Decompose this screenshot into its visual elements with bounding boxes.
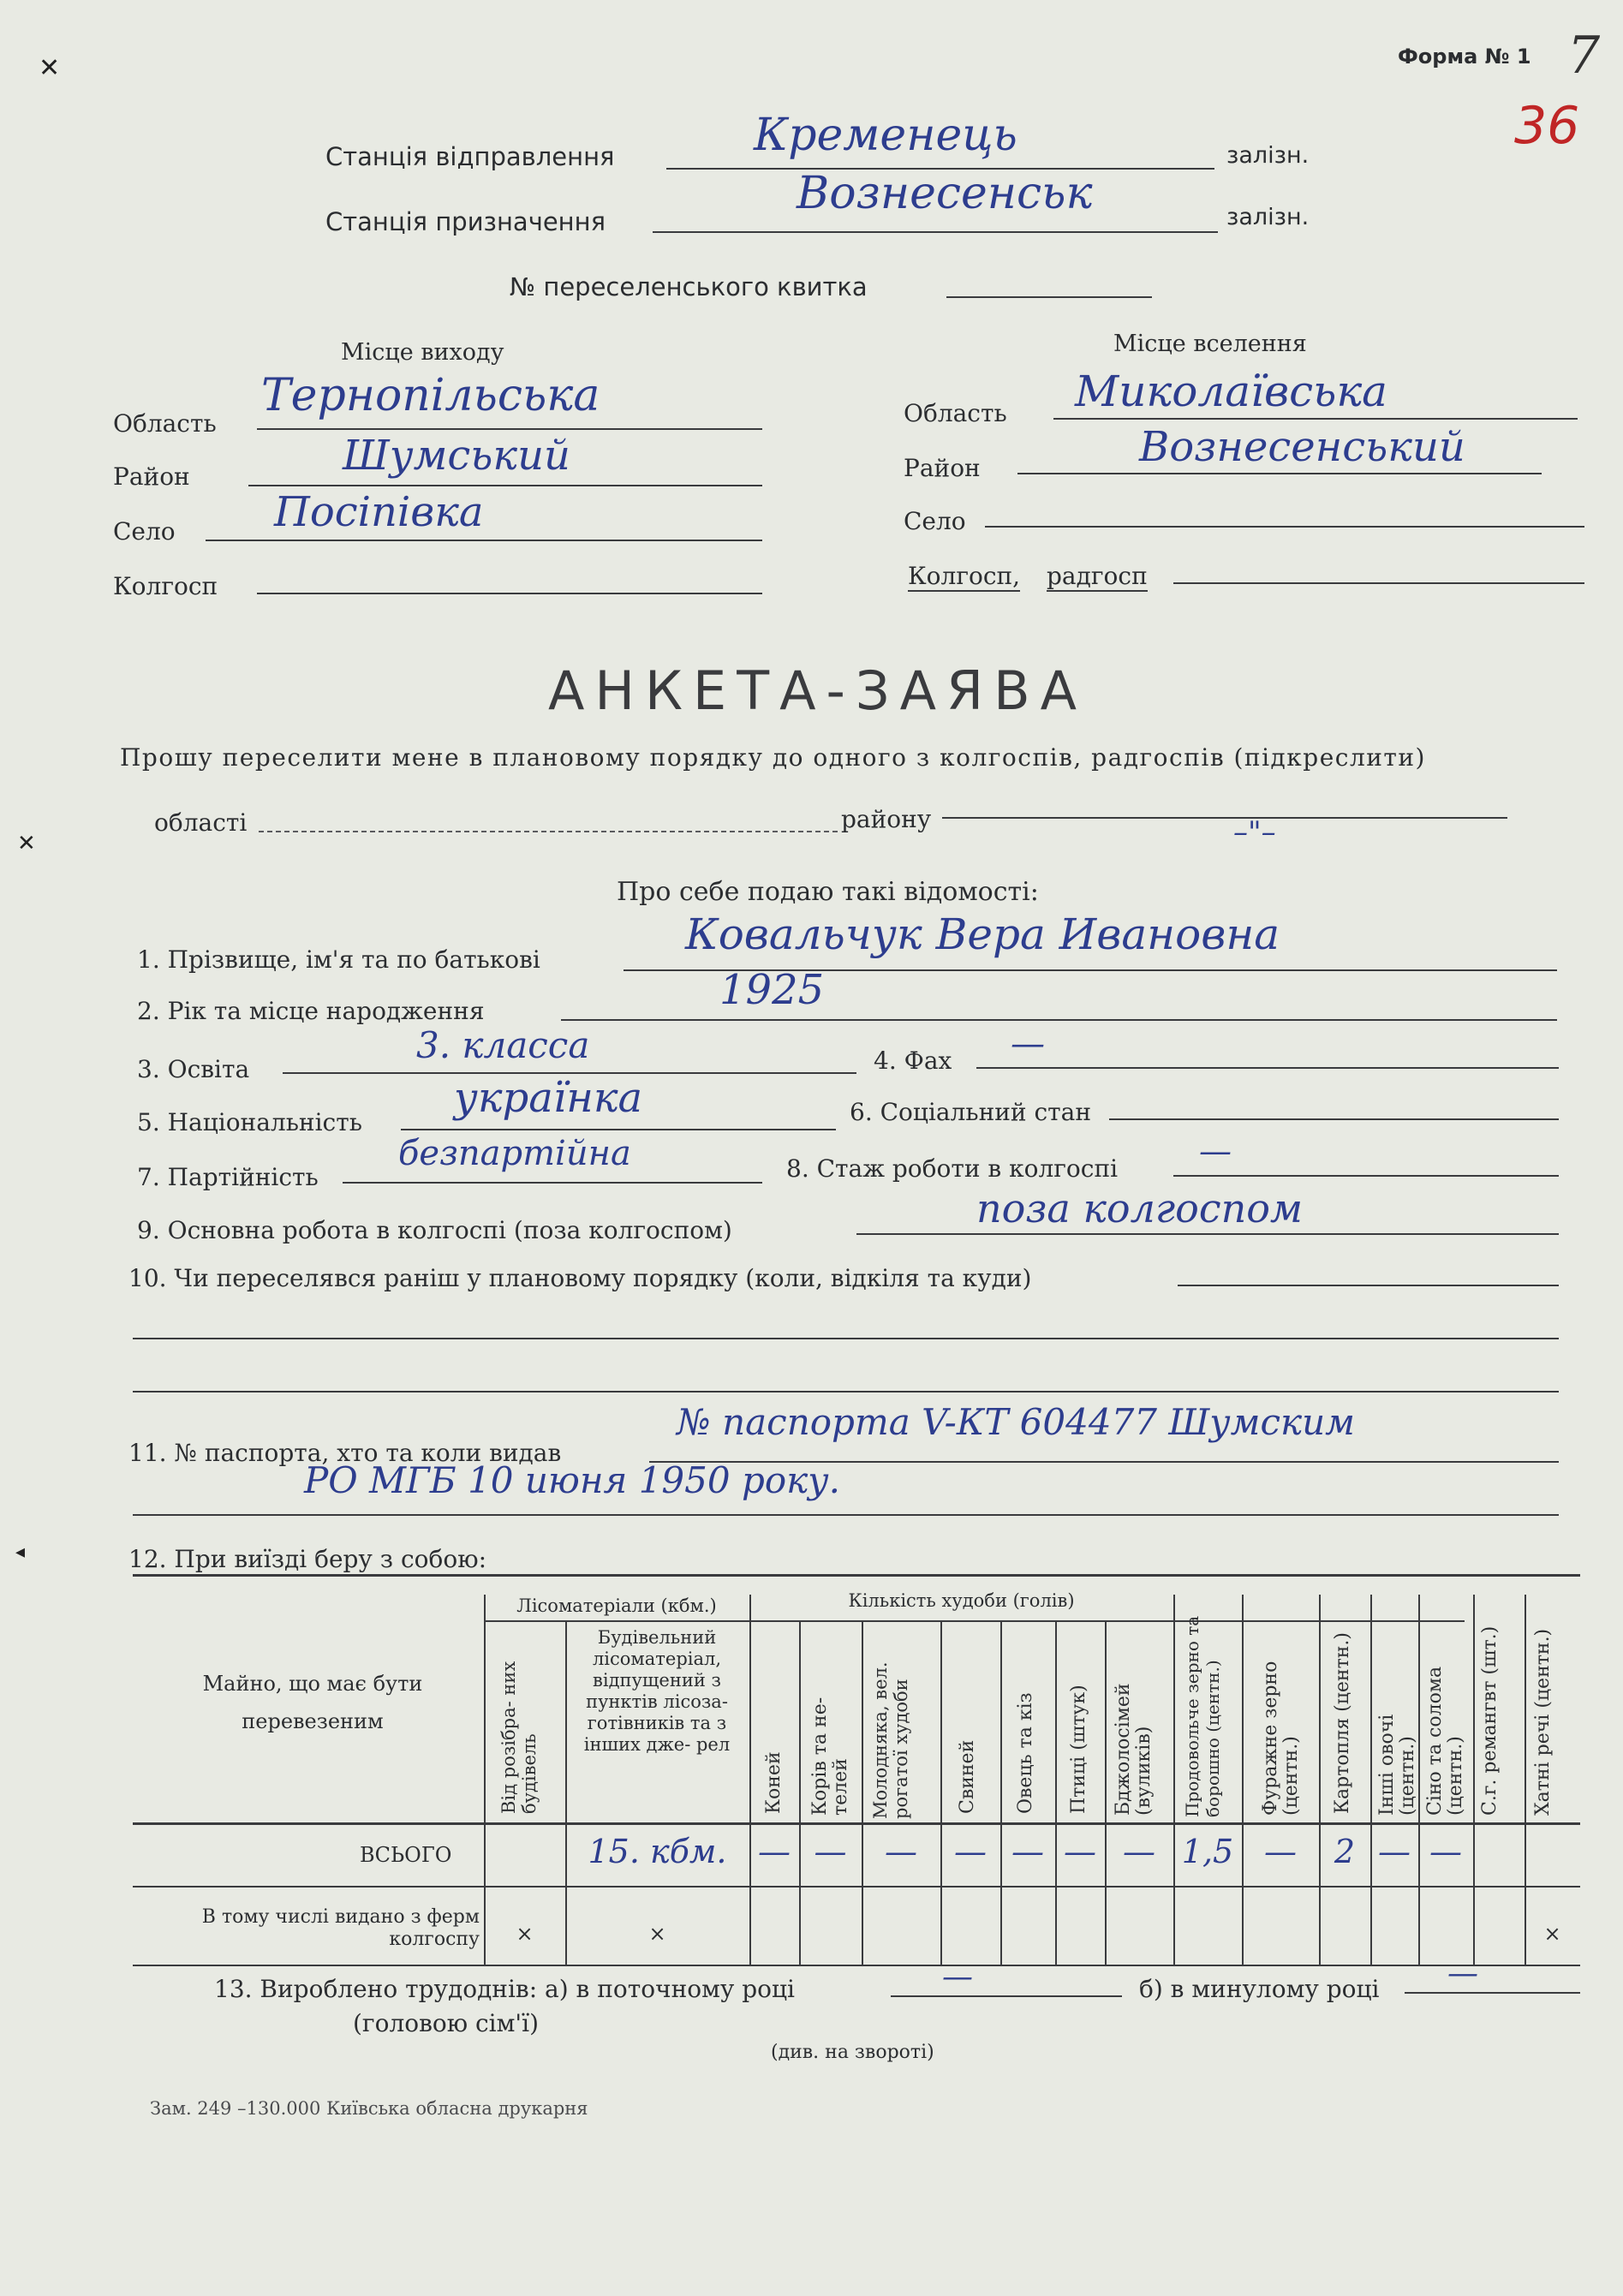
total-cell: — [885,1833,917,1870]
item-4-label: 4. Фах [874,1047,952,1075]
item-7-line [343,1182,762,1184]
destination-kolgosp-label: Колгосп, [908,562,1021,590]
workdays-prev-line [1405,1992,1580,1994]
form-number: Форма № 1 [1398,45,1531,69]
form-title: АНКЕТА-ЗАЯВА [548,659,1088,722]
ticket-label: № переселенського квитка [510,272,868,301]
origin-kolgosp-label: Колгосп [113,572,218,600]
table-col-rule [1242,1595,1244,1965]
destination-station-line [653,231,1218,233]
origin-selo-label: Село [113,517,176,546]
col-pigs-header: Свиней [957,1739,978,1814]
table-col-rule [1000,1620,1002,1965]
total-cell: — [954,1833,987,1870]
total-cell: — [1123,1833,1155,1870]
origin-oblast-value: Тернопільська [261,370,600,421]
binding-mark-icon: ✕ [17,831,36,856]
total-cell: — [814,1833,847,1870]
departure-station-value: Кременець [754,110,1017,161]
item-1-value: Ковальчук Вера Ивановна [685,909,1280,959]
total-cell: — [1011,1833,1044,1870]
destination-station-value: Вознесенськ [797,168,1093,219]
col-horses-header: Коней [763,1751,785,1814]
item-9-line [856,1233,1559,1235]
item-5-line [401,1129,836,1130]
workdays-current-line [891,1995,1122,1997]
oblasti-line [259,831,838,832]
origin-kolgosp-line [257,593,762,594]
table-col-rule [749,1595,751,1965]
origin-raion-line [248,485,762,486]
item-5-value: украïнка [454,1074,643,1122]
destination-oblast-label: Область [904,399,1007,427]
destination-kolgosp-line [1173,582,1584,584]
col-fodder-header: Фуражне зерно (центн.) [1260,1661,1302,1816]
item-10-line-3 [133,1391,1559,1393]
item-9-value: поза колгоспом [976,1185,1304,1231]
item-11-line-2 [133,1514,1559,1516]
binding-mark-icon: ◂ [15,1542,26,1563]
origin-heading: Місце виходу [341,339,504,366]
col-veg-header: Інші овочі (центн.) [1376,1714,1418,1816]
item-8-line [1173,1175,1559,1177]
item-2-line [561,1019,1557,1021]
table-group-rule [484,1620,1465,1622]
table-col-rule [1319,1595,1321,1965]
origin-selo-value: Посіпівка [274,488,484,536]
total-cell: 15. кбм. [588,1833,727,1870]
table-total-rule [133,1886,1580,1887]
total-cell: 2 [1334,1833,1356,1870]
item-11-label: 11. № паспорта, хто та коли видав [128,1439,562,1467]
binding-mark-icon: ✕ [39,53,61,83]
table-col-rule [799,1620,801,1965]
raionu-label: району [841,805,932,833]
destination-raion-line [1017,473,1542,474]
row-farm-label: В тому числі видано з ферм колгоспу [201,1906,480,1950]
origin-oblast-line [257,428,762,430]
farm-cell: × [1543,1922,1561,1946]
total-cell: — [1378,1833,1411,1870]
oblasti-label: області [154,808,248,837]
col-property-header: Майно, що має бути перевезеним [202,1672,423,1733]
item-8-label: 8. Стаж роботи в колгоспі [786,1154,1119,1183]
item-9-label: 9. Основна робота в колгоспі (поза колгоспом) [137,1216,732,1244]
item-7-value: безпартійна [398,1134,631,1173]
total-cell: — [758,1833,791,1870]
printer-imprint: Зам. 249 –130.000 Київська обласна друкарня [150,2098,588,2119]
item-3-value: 3. класса [416,1024,590,1066]
workdays-prev-label: б) в минулому році [1139,1975,1380,2003]
destination-oblast-value: Миколаївська [1075,367,1387,416]
workdays-sub-label: (головою сім'ї) [353,2009,539,2037]
table-col-rule [484,1595,486,1965]
item-6-label: 6. Соціальний стан [850,1098,1091,1126]
total-cell: — [1429,1833,1462,1870]
item-4-value: — [1011,1024,1045,1064]
raionu-line [942,817,1507,819]
col-young-cattle-header: Молодняка, вел. рогатої худоби [870,1661,911,1819]
destination-radgosp-label: радгосп [1047,562,1148,590]
total-cell: — [1264,1833,1297,1870]
table-col-rule [1370,1595,1372,1965]
table-col-rule [1473,1595,1475,1965]
table-top-rule [133,1574,1580,1577]
departure-station-label: Станція відправлення [325,142,615,171]
request-text: Прошу переселити мене в плановому порядку до одного з колгоспів, радгоспів (підкреслити) [120,743,1426,772]
item-10-label: 10. Чи переселявся раніш у плановому порядку (коли, відкіля та куди) [128,1264,1032,1292]
destination-raion-value: Вознесенський [1139,423,1465,471]
raionu-mark: –"– [1233,815,1276,850]
pencil-mark: 7 [1567,26,1601,86]
table-col-rule [1055,1620,1057,1965]
farm-cell: × [516,1922,534,1946]
red-folio-number: 36 [1514,96,1580,156]
origin-raion-value: Шумський [343,432,570,480]
total-cell: — [1064,1833,1096,1870]
item-2-label: 2. Рік та місце народження [137,997,485,1025]
destination-raion-label: Район [904,454,981,482]
item-3-label: 3. Освіта [137,1055,250,1083]
item-7-label: 7. Партійність [137,1163,319,1191]
item-2-value: 1925 [719,966,825,1014]
item-6-line [1109,1118,1559,1120]
col-poultry-header: Птиці (штук) [1068,1685,1089,1814]
table-col-rule [1105,1620,1107,1965]
workdays-prev-value: — [1447,1956,1478,1991]
destination-heading: Місце вселення [1113,331,1307,357]
item-8-value: — [1199,1132,1232,1170]
group-livestock-header: Кількість худоби (голів) [848,1590,1075,1611]
item-11-value-1: № паспорта V-КТ 604477 Шумским [677,1401,1355,1443]
item-10-line-2 [133,1338,1559,1339]
item-4-line [976,1067,1559,1069]
table-bottom-rule [133,1965,1580,1966]
workdays-current-value: — [942,1959,973,1995]
table-col-rule [940,1620,942,1965]
col-building-timber-header: Будівельний лісоматеріал, відпущений з пунктів лісоза- готівників та з інших дже- рел [583,1627,731,1755]
item-12-label: 12. При виїзді беру з собою: [128,1545,487,1573]
ticket-line [946,296,1152,298]
origin-raion-label: Район [113,462,190,491]
col-bees-header: Бджолосімей (вуликів) [1113,1683,1155,1816]
table-col-rule [1173,1595,1175,1965]
col-sheep-header: Овець та кіз [1015,1692,1036,1814]
see-back-note: (див. на звороті) [771,2042,934,2063]
destination-oblast-line [1053,418,1578,420]
table-col-rule [1418,1595,1420,1965]
col-disassembled-header: Від розібра- них будівель [498,1661,540,1814]
table-col-rule [862,1620,863,1965]
col-grain-header: Продовольче зерно та борошно (центн.) [1182,1615,1223,1817]
destination-rail-suffix: залізн. [1226,204,1310,230]
destination-selo-line [985,526,1584,528]
col-cows-header: Корів та не- телей [809,1697,851,1816]
table-header-rule [133,1822,1580,1825]
about-self-heading: Про себе подаю такі відомості: [617,877,1039,907]
origin-oblast-label: Область [113,409,217,438]
item-1-label: 1. Прізвище, ім'я та по батькові [137,945,540,974]
farm-cell: × [648,1922,666,1946]
table-col-rule [1525,1595,1526,1965]
col-house-header: Хатні речі (центн.) [1532,1628,1554,1816]
destination-station-label: Станція призначення [325,207,606,236]
col-hay-header: Сіно та солома (центн.) [1424,1666,1466,1816]
col-potato-header: Картопля (центн.) [1332,1632,1353,1814]
group-timber-header: Лісоматеріали (кбм.) [516,1595,717,1616]
row-total-label: ВСЬОГО [360,1843,452,1867]
destination-selo-label: Село [904,507,966,535]
item-10-line-1 [1178,1285,1559,1286]
origin-selo-line [206,540,762,541]
item-5-label: 5. Національність [137,1108,362,1136]
workdays-label: 13. Вироблено трудоднів: а) в поточному році [214,1975,796,2003]
col-tools-header: С.г. ремангвт (шт.) [1479,1625,1501,1816]
departure-rail-suffix: залізн. [1226,142,1310,169]
total-cell: 1,5 [1181,1833,1234,1870]
item-11-value-2: РО МГБ 10 июня 1950 року. [304,1459,840,1501]
